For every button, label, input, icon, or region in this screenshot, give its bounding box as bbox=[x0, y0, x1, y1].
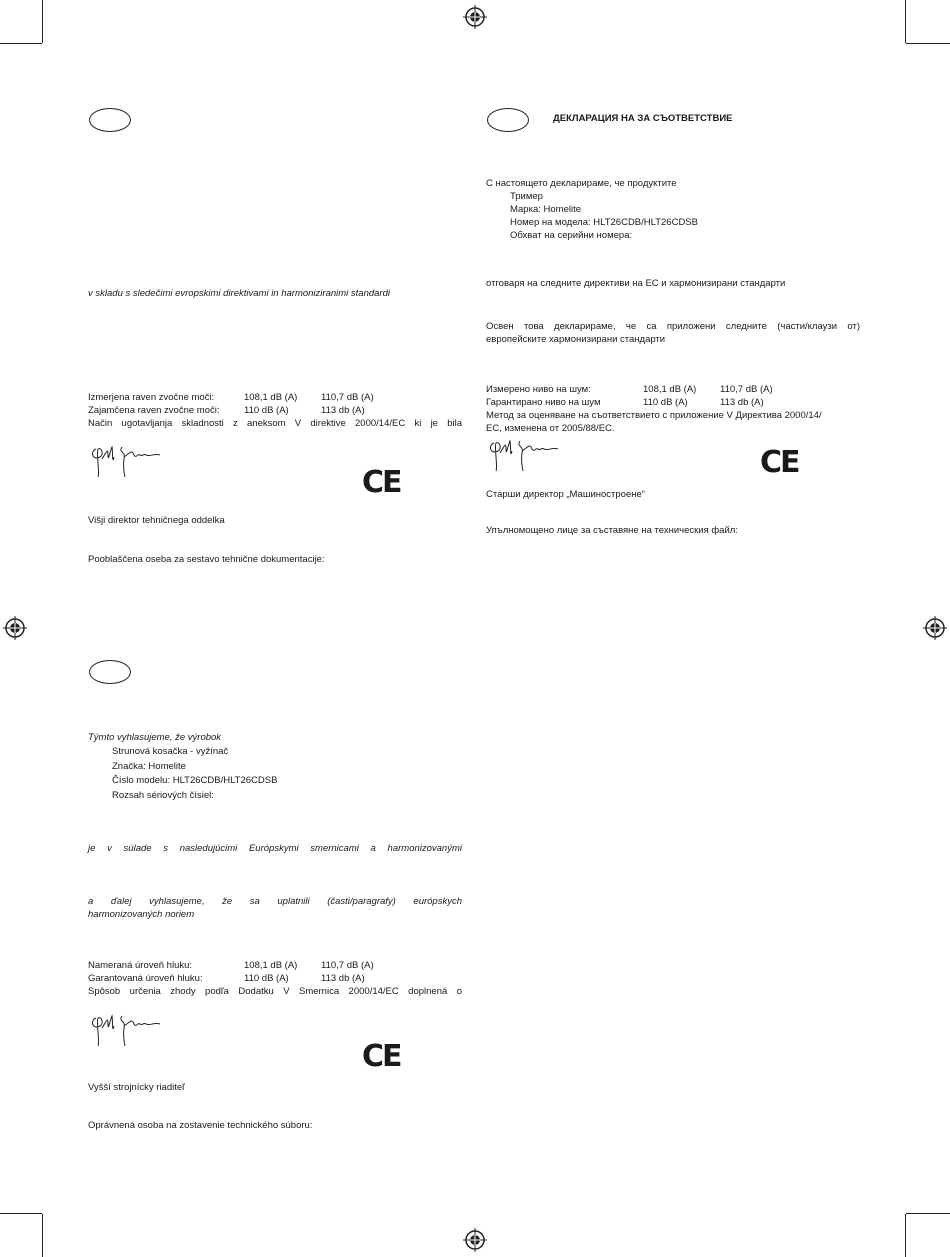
crop-mark bbox=[906, 43, 950, 44]
sl-measured-value-1: 108,1 dB (A) bbox=[244, 392, 298, 403]
sk-authorized-person: Oprávnená osoba na zostavenie technického súboru: bbox=[88, 1120, 313, 1131]
crop-mark bbox=[905, 1214, 906, 1257]
ce-mark: CE bbox=[760, 445, 799, 480]
language-badge-oval-icon bbox=[89, 108, 131, 132]
sl-measured-label: Izmerjena raven zvočne moči: bbox=[88, 392, 215, 403]
sl-compliance-text: v skladu s sledečimi evropskimi direktivami in harmoniziranimi standardi bbox=[88, 288, 390, 299]
bg-product: Тример bbox=[510, 191, 543, 202]
sk-brand: Značka: Homelite bbox=[112, 761, 186, 772]
crop-mark bbox=[0, 43, 42, 44]
signature-icon bbox=[486, 437, 566, 473]
sl-guaranteed-label: Zajamčena raven zvočne moči: bbox=[88, 405, 220, 416]
registration-mark-icon bbox=[463, 5, 487, 29]
sk-guaranteed-label: Garantovaná úroveň hluku: bbox=[88, 973, 203, 984]
sl-authorized-person: Pooblaščena oseba za sestavo tehnične dokumentacije: bbox=[88, 554, 325, 565]
sk-serial: Rozsah sériových čísiel: bbox=[112, 790, 214, 801]
bg-method-line-1: Метод за оценяване на съответствието с приложение V Директива 2000/14/ bbox=[486, 410, 822, 421]
bg-method-line-2: EC, изменена от 2005/88/EC. bbox=[486, 423, 615, 434]
sl-director-title: Višji direktor tehničnega oddelka bbox=[88, 515, 225, 526]
sk-measured-value-1: 108,1 dB (A) bbox=[244, 960, 298, 971]
sk-method-text: Spôsob určenia zhody podľa Dodatku V Smernica 2000/14/EC doplnená o bbox=[88, 986, 462, 997]
bg-model: Номер на модела: HLT26CDB/HLT26CDSB bbox=[510, 217, 698, 228]
sk-intro: Týmto vyhlasujeme, že výrobok bbox=[88, 732, 222, 743]
bg-intro: С настоящето декларираме, че продуктите bbox=[486, 178, 677, 189]
sk-guaranteed-value-2: 113 db (A) bbox=[321, 973, 365, 984]
bg-brand: Марка: Homelite bbox=[510, 204, 581, 215]
bg-authorized-person: Упълномощено лице за съставяне на техническия файл: bbox=[486, 525, 738, 536]
sl-guaranteed-value-1: 110 dB (A) bbox=[244, 405, 289, 416]
crop-mark bbox=[42, 0, 43, 43]
signature-icon bbox=[88, 1012, 168, 1048]
language-badge-oval-icon bbox=[487, 108, 529, 132]
bg-also-declare-line-2: европейските хармонизирани стандарти bbox=[486, 334, 666, 345]
bg-guaranteed-value-2: 113 db (A) bbox=[720, 397, 764, 408]
bg-also-declare-line-1: Освен това декларираме, че са приложени следните (части/клаузи от) bbox=[486, 321, 860, 332]
sk-model: Číslo modelu: HLT26CDB/HLT26CDSB bbox=[112, 775, 278, 786]
signature-icon bbox=[88, 443, 168, 479]
bg-compliance-text: отговаря на следните директиви на ЕС и хармонизирани стандарти bbox=[486, 278, 786, 289]
bg-title: ДЕКЛАРАЦИЯ НА ЗА СЪОТВЕТСТВИЕ bbox=[553, 113, 733, 124]
sl-method-text: Način ugotavljanja skladnosti z aneksom V direktive 2000/14/EC ki je bila bbox=[88, 418, 462, 429]
ce-mark: CE bbox=[362, 465, 401, 500]
sk-measured-value-2: 110,7 dB (A) bbox=[321, 960, 374, 971]
sk-measured-label: Nameraná úroveň hluku: bbox=[88, 960, 193, 971]
registration-mark-icon bbox=[923, 616, 947, 640]
bg-guaranteed-label: Гарантирано ниво на шум bbox=[486, 397, 601, 408]
sk-also-declare-line-2: harmonizovaných noriem bbox=[88, 909, 195, 920]
bg-measured-label: Измерено ниво на шум: bbox=[486, 384, 591, 395]
bg-measured-value-2: 110,7 dB (A) bbox=[720, 384, 773, 395]
bg-measured-value-1: 108,1 dB (A) bbox=[643, 384, 697, 395]
sk-product: Strunová kosačka - vyžínač bbox=[112, 746, 229, 757]
sl-guaranteed-value-2: 113 db (A) bbox=[321, 405, 365, 416]
crop-mark bbox=[906, 1213, 950, 1214]
ce-mark: CE bbox=[362, 1039, 401, 1074]
sk-director-title: Vyšší strojnícky riaditeľ bbox=[88, 1082, 185, 1093]
sk-also-declare-line-1: a ďalej vyhlasujeme, že sa uplatnili (časti/paragrafy) európskych bbox=[88, 896, 462, 907]
crop-mark bbox=[42, 1214, 43, 1257]
registration-mark-icon bbox=[463, 1228, 487, 1252]
sk-compliance-text: je v súlade s nasledujúcimi Európskymi smernicami a harmonizovanými bbox=[88, 843, 462, 854]
crop-mark bbox=[0, 1213, 42, 1214]
bg-guaranteed-value-1: 110 dB (A) bbox=[643, 397, 688, 408]
registration-mark-icon bbox=[3, 616, 27, 640]
crop-mark bbox=[905, 0, 906, 43]
sl-measured-value-2: 110,7 dB (A) bbox=[321, 392, 374, 403]
bg-serial: Обхват на серийни номера: bbox=[510, 230, 633, 241]
sk-guaranteed-value-1: 110 dB (A) bbox=[244, 973, 289, 984]
language-badge-oval-icon bbox=[89, 660, 131, 684]
bg-director-title: Старши директор „Машиностроене“ bbox=[486, 489, 645, 500]
